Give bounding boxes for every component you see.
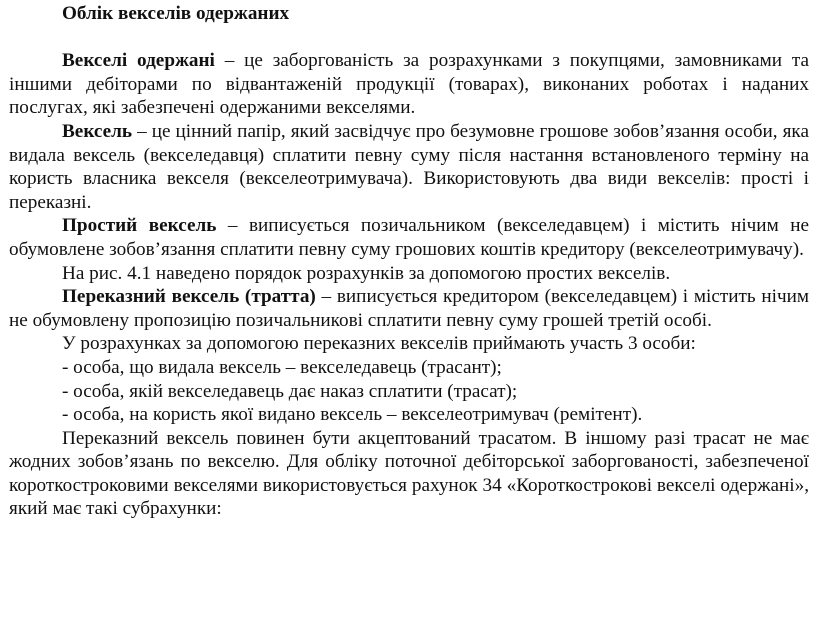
paragraph-bills-received bbox=[9, 49, 809, 120]
paragraph-text: – виписується позичальником (векселедавцем) і містить нічим не обумовлене зобов’язання сплатити певну суму грошових коштів кредитору (векселеотримувачу). bbox=[9, 215, 809, 260]
document-page bbox=[9, 2, 809, 521]
paragraph-participants bbox=[9, 332, 809, 356]
term-transfer-bill: Переказний вексель (тратта) bbox=[62, 286, 316, 308]
paragraph-bill-definition bbox=[9, 120, 809, 214]
term-simple-bill: Простий вексель bbox=[62, 215, 217, 237]
list-item-drawer: - особа, що видала вексель – векселедавець (трасант); bbox=[62, 356, 502, 378]
paragraph-text: У розрахунках за допомогою переказних векселів приймають участь 3 особи: bbox=[62, 333, 696, 355]
paragraph-text: – це цінний папір, який засвідчує про безумовне грошове зобов’язання особи, яка видала вексель (векселедавця) сплатити певну суму після настання встановленого терміну на користь власника векселя (векселеотримувача). Використовують два види векселів: прості і переказні. bbox=[9, 120, 809, 213]
paragraph-figure-reference bbox=[9, 262, 809, 286]
list-item-drawee: - особа, якій векселедавець дає наказ сплатити (трасат); bbox=[62, 380, 518, 402]
list-item-payee: - особа, на користь якої видано вексель – векселеотримувач (ремітент). bbox=[62, 404, 643, 426]
term-bill: Вексель bbox=[62, 120, 133, 142]
paragraph-text: – це заборгованість за розрахунками з покупцями, замовниками та іншими дебіторами по відвантаженій продукції (товарах), виконаних роботах і наданих послугах, які забезпечені одержаними векселями. bbox=[9, 50, 809, 119]
paragraph-text: – виписується кредитором (векселедавцем) і містить нічим не обумовлену пропозицію позичальникові сплатити певну суму грошей третій особі. bbox=[9, 286, 810, 331]
document-title: Облік векселів одержаних bbox=[62, 3, 290, 24]
paragraph-transfer-bill bbox=[9, 285, 809, 332]
term-bills-received: Векселі одержані bbox=[62, 50, 215, 72]
paragraph-simple-bill bbox=[9, 214, 809, 261]
paragraph-text: На рис. 4.1 наведено порядок розрахунків за допомогою простих векселів. bbox=[62, 262, 671, 284]
paragraph-closing: Переказний вексель повинен бути акцептований трасатом. В іншому разі трасат не має жодних зобов’язань по векселю. Для обліку поточної дебіторської заборгованості, забезпеченої короткостроковими векселями використовується рахунок 34 «Короткострокові векселі одержані», який має такі субрахунки: bbox=[9, 427, 809, 520]
